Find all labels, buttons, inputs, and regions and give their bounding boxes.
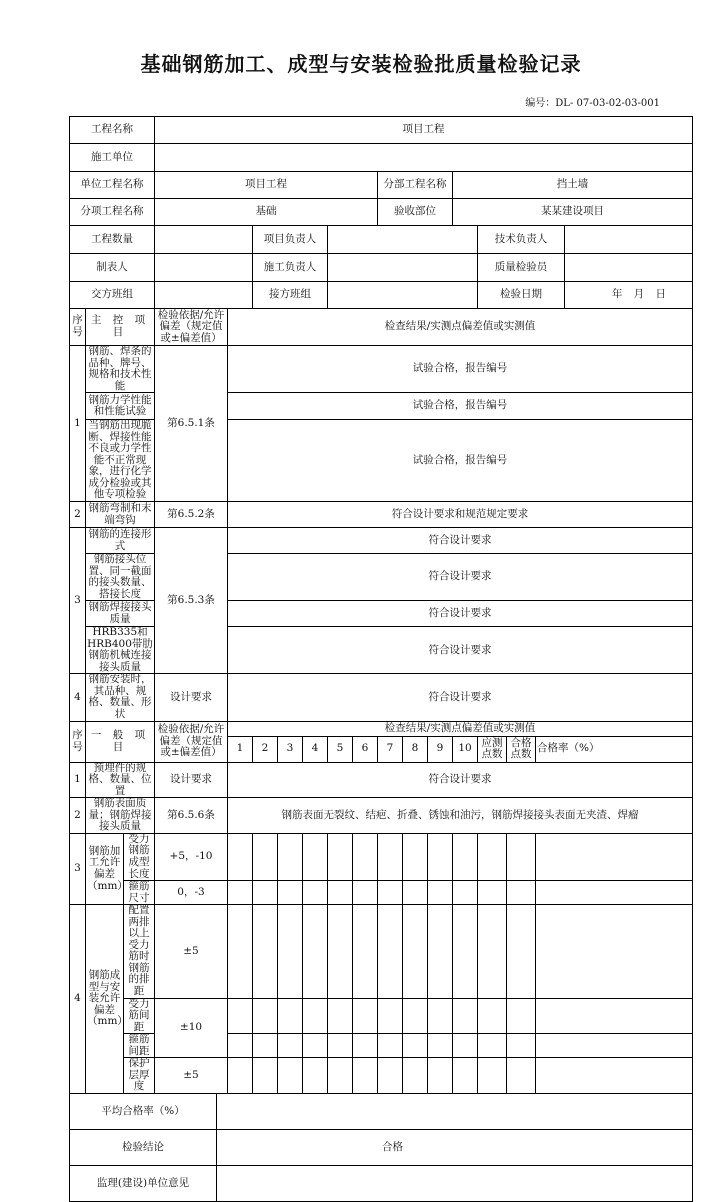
- point-col-5: 5: [328, 736, 353, 762]
- general-item-no: 2: [70, 798, 86, 834]
- measure-cell[interactable]: [253, 1034, 278, 1058]
- pass-rate-cell[interactable]: [536, 881, 693, 905]
- measure-cell[interactable]: [453, 998, 478, 1034]
- general-item-group: 钢筋加工允许偏差（mm）: [86, 833, 124, 904]
- measure-cell[interactable]: [378, 905, 403, 998]
- measure-cell[interactable]: [328, 833, 353, 880]
- should-measure-cell[interactable]: [478, 1034, 507, 1058]
- item-project-label: 分项工程名称: [70, 199, 155, 226]
- supervisor-opinion-value[interactable]: [217, 1165, 693, 1201]
- general-item-basis: 设计要求: [155, 762, 228, 798]
- quality-inspector-label: 质量检验员: [478, 254, 565, 282]
- pass-points-cell[interactable]: [507, 1058, 536, 1094]
- measure-cell[interactable]: [303, 1058, 328, 1094]
- tech-leader-label: 技术负责人: [478, 226, 565, 254]
- general-basis-header: 检验依据/允许偏差（规定值或±偏差值）: [155, 721, 228, 762]
- unit-project-value[interactable]: 项目工程: [155, 172, 378, 199]
- sub-project-label: 分部工程名称: [378, 172, 453, 199]
- measure-cell[interactable]: [253, 1058, 278, 1094]
- point-col-9: 9: [428, 736, 453, 762]
- pass-rate-cell[interactable]: [536, 1034, 693, 1058]
- measure-cell[interactable]: [453, 905, 478, 998]
- general-item-name: 预埋件的规格、数量、位置: [86, 762, 155, 798]
- accept-part-label: 验收部位: [378, 199, 453, 226]
- measure-cell[interactable]: [428, 1034, 453, 1058]
- pass-rate-cell[interactable]: [536, 905, 693, 998]
- measure-cell[interactable]: [228, 833, 253, 880]
- item-project-value[interactable]: 基础: [155, 199, 378, 226]
- measure-cell[interactable]: [428, 881, 453, 905]
- sub-project-value[interactable]: 挡土墙: [453, 172, 693, 199]
- general-item-no: 3: [70, 833, 86, 904]
- measure-cell[interactable]: [453, 833, 478, 880]
- pass-rate-cell[interactable]: [536, 1058, 693, 1094]
- general-sub-name: 配置两排以上受力筋时钢筋的排距: [124, 905, 155, 998]
- main-item-name: HRB335和HRB400带肋钢筋机械连接接头质量: [87, 626, 153, 673]
- measure-cell[interactable]: [403, 1058, 428, 1094]
- main-item-name: 钢筋的连接形式: [86, 528, 155, 554]
- main-item-basis: 设计要求: [155, 674, 228, 721]
- measure-cell[interactable]: [228, 881, 253, 905]
- project-name-label: 工程名称: [70, 117, 155, 144]
- measure-cell[interactable]: [453, 881, 478, 905]
- measure-cell[interactable]: [303, 833, 328, 880]
- general-item-no: 4: [70, 905, 86, 1094]
- main-item-name: 钢筋接头位置、同一截面的接头数量、搭接长度: [86, 554, 155, 601]
- page-title: 基础钢筋加工、成型与安装检验批质量检验记录: [140, 52, 582, 76]
- measure-cell[interactable]: [353, 881, 378, 905]
- measure-cell[interactable]: [428, 905, 453, 998]
- main-item-no: 3: [70, 528, 86, 674]
- measure-cell[interactable]: [253, 833, 278, 880]
- general-sub-name: 保护层厚度: [124, 1058, 155, 1094]
- measure-cell[interactable]: [303, 881, 328, 905]
- accept-part-value[interactable]: 某某建设项目: [453, 199, 693, 226]
- general-item-basis: 第6.5.6条: [155, 798, 228, 834]
- measure-cell[interactable]: [278, 833, 303, 880]
- pass-points-cell[interactable]: [507, 1034, 536, 1058]
- pass-points-cell[interactable]: [507, 833, 536, 880]
- point-col-4: 4: [303, 736, 328, 762]
- measure-cell[interactable]: [328, 881, 353, 905]
- measure-cell[interactable]: [278, 905, 303, 998]
- main-result-header: 检查结果/实测点偏差值或实测值: [228, 309, 693, 346]
- main-item-result[interactable]: 符合设计要求: [228, 601, 693, 627]
- pass-points-cell[interactable]: [507, 998, 536, 1034]
- supervisor-opinion-label: 监理(建设)单位意见: [70, 1165, 217, 1201]
- measure-cell[interactable]: [353, 905, 378, 998]
- point-col-1: 1: [228, 736, 253, 762]
- project-leader-label: 项目负责人: [253, 226, 328, 254]
- point-col-3: 3: [278, 736, 303, 762]
- measure-cell[interactable]: [403, 998, 428, 1034]
- measure-cell[interactable]: [378, 998, 403, 1034]
- measure-cell[interactable]: [403, 833, 428, 880]
- construction-leader-value[interactable]: [328, 254, 478, 282]
- main-control-title: 主 控 项 目: [86, 309, 155, 346]
- quantity-value[interactable]: [155, 226, 253, 254]
- construction-leader-label: 施工负责人: [253, 254, 328, 282]
- measure-cell[interactable]: [378, 1034, 403, 1058]
- measure-cell[interactable]: [378, 881, 403, 905]
- measure-cell[interactable]: [253, 881, 278, 905]
- general-no-header: 序号: [70, 721, 86, 762]
- measure-cell[interactable]: [303, 1034, 328, 1058]
- main-item-no: 4: [70, 674, 86, 721]
- main-item-basis: 第6.5.2条: [155, 502, 228, 528]
- measure-cell[interactable]: [228, 1058, 253, 1094]
- handover-team-label: 交方班组: [70, 282, 155, 309]
- measure-cell[interactable]: [378, 833, 403, 880]
- inspection-form-table: [69, 116, 693, 1202]
- general-sub-basis: +5，-10: [155, 833, 228, 880]
- general-item-no: 1: [70, 762, 86, 798]
- point-col-10: 10: [453, 736, 478, 762]
- point-col-6: 6: [353, 736, 378, 762]
- main-item-result[interactable]: 试验合格，报告编号: [228, 346, 693, 393]
- should-measure-cell[interactable]: [478, 1058, 507, 1094]
- document-number: 编号：DL- 07-03-02-03-001: [525, 98, 660, 109]
- unit-project-label: 单位工程名称: [70, 172, 155, 199]
- measure-cell[interactable]: [253, 998, 278, 1034]
- main-item-name: 钢筋力学性能和性能试验: [86, 393, 155, 420]
- measure-cell[interactable]: [278, 998, 303, 1034]
- measure-cell[interactable]: [278, 881, 303, 905]
- measure-cell[interactable]: [278, 1034, 303, 1058]
- construction-unit-value[interactable]: [155, 144, 693, 172]
- measure-cell[interactable]: [353, 833, 378, 880]
- general-sub-basis: ±5: [155, 905, 228, 998]
- main-item-result[interactable]: 试验合格，报告编号: [228, 420, 693, 502]
- measure-cell[interactable]: [278, 1058, 303, 1094]
- conclusion-label: 检验结论: [70, 1129, 217, 1165]
- general-sub-basis: ±10: [155, 998, 228, 1058]
- general-title: 一 般 项 目: [86, 721, 155, 762]
- main-item-result[interactable]: 符合设计要求: [228, 554, 693, 601]
- main-item-name: 当钢筋出现脆断、焊接性能不良或力学性能不正常现象，进行化学成分检验或其他专项检验: [86, 420, 155, 502]
- main-item-name: 钢筋焊接接头质量: [86, 601, 155, 627]
- receiver-team-value[interactable]: [328, 282, 478, 309]
- pass-rate-header: 合格率（%）: [536, 736, 693, 762]
- main-item-no: 1: [70, 346, 86, 502]
- main-item-result[interactable]: 试验合格，报告编号: [228, 393, 693, 420]
- measure-cell[interactable]: [228, 1034, 253, 1058]
- main-item-result[interactable]: 符合设计要求: [228, 528, 693, 554]
- handover-team-value[interactable]: [155, 282, 253, 309]
- avg-pass-rate-label: 平均合格率（%）: [70, 1093, 217, 1129]
- pass-rate-cell[interactable]: [536, 998, 693, 1034]
- general-item-result[interactable]: 符合设计要求: [228, 762, 693, 798]
- main-basis-header: 检验依据/允许偏差（规定值或±偏差值）: [155, 309, 228, 346]
- should-measure-header: 应测点数: [478, 736, 507, 762]
- main-item-result[interactable]: 符合设计要求: [228, 674, 693, 721]
- measure-cell[interactable]: [328, 905, 353, 998]
- measure-cell[interactable]: [328, 1058, 353, 1094]
- measure-cell[interactable]: [403, 1034, 428, 1058]
- measure-cell[interactable]: [328, 998, 353, 1034]
- measure-cell[interactable]: [403, 881, 428, 905]
- measure-cell[interactable]: [353, 998, 378, 1034]
- main-item-no: 2: [70, 502, 86, 528]
- project-leader-value[interactable]: [328, 226, 478, 254]
- measure-cell[interactable]: [253, 905, 278, 998]
- general-sub-basis: 0，-3: [155, 881, 228, 905]
- measure-cell[interactable]: [353, 1058, 378, 1094]
- measure-cell[interactable]: [353, 1034, 378, 1058]
- quantity-label: 工程数量: [70, 226, 155, 254]
- should-measure-cell[interactable]: [478, 881, 507, 905]
- conclusion-value[interactable]: 合格: [217, 1129, 693, 1165]
- measure-cell[interactable]: [403, 905, 428, 998]
- pass-points-cell[interactable]: [507, 905, 536, 998]
- general-sub-name: 箍筋间距: [124, 1034, 155, 1058]
- preparer-label: 制表人: [70, 254, 155, 282]
- measure-cell[interactable]: [378, 1058, 403, 1094]
- point-col-7: 7: [378, 736, 403, 762]
- measure-cell[interactable]: [303, 905, 328, 998]
- measure-cell[interactable]: [303, 998, 328, 1034]
- general-item-group: 钢筋成型与安装允许偏差（mm）: [86, 905, 124, 1094]
- avg-pass-rate-value[interactable]: [217, 1093, 693, 1129]
- should-measure-cell[interactable]: [478, 833, 507, 880]
- measure-cell[interactable]: [428, 1058, 453, 1094]
- main-item-basis: 第6.5.3条: [155, 528, 228, 674]
- point-col-2: 2: [253, 736, 278, 762]
- inspect-date-label: 检验日期: [478, 282, 565, 309]
- preparer-value[interactable]: [155, 254, 253, 282]
- main-item-name: 钢筋安装时，其品种、规格、数量、形状: [86, 674, 155, 721]
- quality-inspector-value[interactable]: [565, 254, 693, 282]
- measure-cell[interactable]: [453, 1058, 478, 1094]
- measure-cell[interactable]: [428, 998, 453, 1034]
- pass-points-cell[interactable]: [507, 881, 536, 905]
- measure-cell[interactable]: [428, 833, 453, 880]
- pass-points-header: 合格点数: [507, 736, 536, 762]
- inspect-date-value[interactable]: 年 月 日: [565, 282, 693, 309]
- main-no-header: 序号: [70, 309, 86, 346]
- receiver-team-label: 接方班组: [253, 282, 328, 309]
- general-sub-name: 受力筋间距: [124, 998, 155, 1034]
- should-measure-cell[interactable]: [478, 905, 507, 998]
- main-item-result[interactable]: 符合设计要求和规范规定要求: [228, 502, 693, 528]
- should-measure-cell[interactable]: [478, 998, 507, 1034]
- measure-cell[interactable]: [453, 1034, 478, 1058]
- main-item-name: 钢筋弯制和末端弯钩: [86, 502, 155, 528]
- main-item-name: 钢筋、焊条的品种、牌号、规格和技术性能: [86, 346, 155, 393]
- measure-cell[interactable]: [228, 998, 253, 1034]
- general-item-name: 钢筋表面质量；钢筋焊接接头质量: [86, 798, 155, 834]
- main-item-basis: 第6.5.1条: [155, 346, 228, 502]
- project-name-value[interactable]: 项目工程: [155, 117, 693, 144]
- measure-cell[interactable]: [228, 905, 253, 998]
- general-sub-name: 箍筋尺寸: [124, 881, 155, 905]
- main-item-result[interactable]: 符合设计要求: [228, 627, 693, 674]
- general-sub-name: 受力钢筋成型长度: [124, 833, 155, 880]
- measure-cell[interactable]: [328, 1034, 353, 1058]
- point-col-8: 8: [403, 736, 428, 762]
- general-item-result[interactable]: 钢筋表面无裂纹、结疤、折叠、锈蚀和油污，钢筋焊接接头表面无夹渣、焊瘤: [228, 798, 693, 834]
- pass-rate-cell[interactable]: [536, 833, 693, 880]
- general-result-header: 检查结果/实测点偏差值或实测值: [228, 721, 693, 736]
- tech-leader-value[interactable]: [565, 226, 693, 254]
- general-sub-basis: ±5: [155, 1058, 228, 1094]
- construction-unit-label: 施工单位: [70, 144, 155, 172]
